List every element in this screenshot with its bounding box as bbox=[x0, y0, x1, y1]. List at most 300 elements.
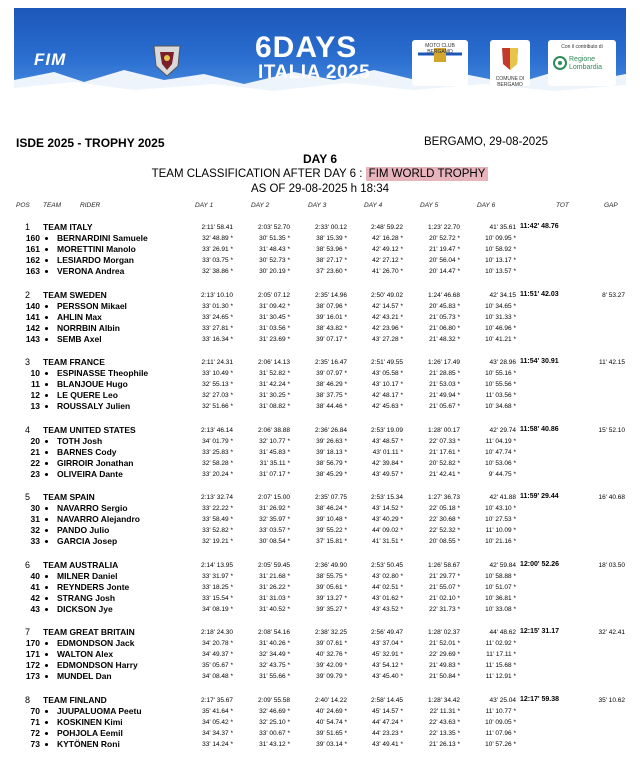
bullet-icon bbox=[45, 721, 48, 724]
team-position: 2 bbox=[25, 289, 31, 300]
rider-day-time: 22' 30.68 * bbox=[429, 516, 460, 523]
bullet-icon bbox=[45, 462, 48, 465]
team-day-time: 44' 48.62 bbox=[489, 629, 516, 636]
rider-day-time: 39' 07.61 * bbox=[316, 640, 347, 647]
rider-day-time: 38' 46.24 * bbox=[316, 505, 347, 512]
rider-day-time: 21' 05.73 * bbox=[429, 313, 460, 321]
rider-day-time: 33' 03.57 * bbox=[259, 527, 290, 534]
team-name: TEAM UNITED STATES bbox=[43, 424, 136, 435]
rider-row bbox=[0, 503, 640, 514]
rider-number: 142 bbox=[25, 322, 40, 333]
rider-number: 32 bbox=[30, 525, 40, 535]
rider-day-time: 31' 55.66 * bbox=[259, 673, 290, 680]
rider-day-time: 32' 27.03 * bbox=[202, 392, 233, 399]
bullet-icon bbox=[45, 451, 48, 454]
rider-day-time: 10' 27.53 * bbox=[485, 516, 516, 523]
team-position: 6 bbox=[25, 559, 31, 570]
rider-day-time: 43' 45.40 * bbox=[372, 673, 403, 680]
col-day4: DAY 4 bbox=[364, 202, 383, 209]
team-total-time: 11:54' 30.91 bbox=[520, 358, 559, 365]
col-rider: RIDER bbox=[80, 202, 101, 209]
rider-name: BARNES Cody bbox=[57, 446, 117, 457]
rider-number: 31 bbox=[30, 514, 40, 524]
team-total-time: 11:51' 42.03 bbox=[520, 290, 559, 298]
rider-number: 71 bbox=[30, 716, 40, 727]
bullet-icon bbox=[45, 529, 48, 532]
team-total-time: 11:58' 40.86 bbox=[520, 425, 559, 433]
rider-day-time: 33' 00.67 * bbox=[259, 729, 290, 737]
rider-day-time: 31' 26.22 * bbox=[259, 583, 290, 591]
rider-name: JUUPALUOMA Peetu bbox=[57, 705, 142, 716]
rider-day-time: 34' 05.42 * bbox=[202, 718, 233, 726]
bullet-icon bbox=[45, 675, 48, 678]
team-name: TEAM GREAT BRITAIN bbox=[43, 627, 135, 637]
rider-day-time: 32' 48.89 * bbox=[202, 235, 233, 242]
rider-day-time: 40' 54.74 * bbox=[316, 718, 347, 726]
bullet-icon bbox=[45, 372, 48, 375]
rider-day-time: 31' 31.03 * bbox=[259, 594, 290, 602]
rider-day-time: 41' 26.70 * bbox=[372, 268, 403, 275]
bergamo-coat-of-arms-icon bbox=[490, 40, 530, 76]
team-day-time: 2:36' 26.84 bbox=[315, 426, 347, 434]
rider-day-time: 43' 01.62 * bbox=[372, 594, 403, 602]
rider-number: 42 bbox=[30, 592, 40, 603]
rider-row bbox=[0, 390, 640, 401]
rider-name: MORETTINI Manolo bbox=[57, 244, 136, 254]
rider-day-time: 32' 10.77 * bbox=[259, 437, 290, 445]
rider-day-time: 10' 13.57 * bbox=[485, 268, 516, 275]
rider-day-time: 33' 27.81 * bbox=[202, 324, 233, 332]
rider-day-time: 44' 23.23 * bbox=[372, 729, 403, 737]
rider-day-time: 44' 02.51 * bbox=[372, 583, 403, 591]
sponsor3-label: Regione Lombardia bbox=[569, 56, 603, 71]
rider-day-time: 32' 46.69 * bbox=[259, 707, 290, 715]
rider-day-time: 31' 26.92 * bbox=[259, 505, 290, 512]
team-day-time: 2:48' 59.22 bbox=[371, 224, 403, 231]
rider-day-time: 22' 11.31 * bbox=[429, 707, 460, 715]
rider-row bbox=[0, 458, 640, 469]
rider-day-time: 10' 57.26 * bbox=[485, 740, 516, 748]
lombardia-rose-icon bbox=[553, 56, 567, 70]
sponsor1-label: MOTO CLUB BERGAMO bbox=[425, 43, 455, 55]
bullet-icon bbox=[45, 237, 48, 240]
bullet-icon bbox=[45, 653, 48, 656]
rider-name: SEMB Axel bbox=[57, 333, 102, 344]
team-day-time: 2:51' 49.55 bbox=[371, 359, 403, 366]
team-day-time: 2:13' 32.74 bbox=[201, 494, 233, 501]
team-day-time: 2:05' 59.45 bbox=[258, 561, 290, 569]
col-day1: DAY 1 bbox=[195, 202, 214, 209]
team-day-time: 1:23' 22.70 bbox=[428, 224, 460, 231]
rider-day-time: 22' 29.69 * bbox=[429, 651, 460, 658]
rider-day-time: 39' 42.09 * bbox=[316, 662, 347, 669]
rider-day-time: 43' 01.11 * bbox=[372, 448, 403, 456]
rider-day-time: 10' 33.08 * bbox=[485, 605, 516, 613]
team-day-time: 2:35' 14.96 bbox=[315, 291, 347, 299]
rider-day-time: 31' 52.82 * bbox=[259, 370, 290, 377]
rider-day-time: 40' 24.69 * bbox=[316, 707, 347, 715]
rider-day-time: 22' 52.32 * bbox=[429, 527, 460, 534]
rider-day-time: 11' 15.68 * bbox=[485, 662, 516, 669]
team-day-time: 2:05' 07.12 bbox=[258, 291, 290, 299]
rider-day-time: 22' 05.18 * bbox=[429, 505, 460, 512]
rider-day-time: 31' 07.17 * bbox=[259, 470, 290, 478]
rider-day-time: 20' 08.55 * bbox=[429, 538, 460, 545]
team-gap: 16' 40.68 bbox=[598, 494, 625, 501]
rider-name: BLANJOUE Hugo bbox=[57, 379, 128, 389]
rider-number: 23 bbox=[30, 468, 40, 479]
rider-number: 163 bbox=[25, 266, 40, 276]
rider-number: 41 bbox=[30, 581, 40, 592]
rider-number: 13 bbox=[30, 401, 40, 411]
rider-name: KYTÖNEN Roni bbox=[57, 738, 120, 749]
team-day-time: 2:13' 10.10 bbox=[201, 291, 233, 299]
rider-name: VERONA Andrea bbox=[57, 266, 125, 276]
as-of-timestamp: AS OF 29-08-2025 h 18:34 bbox=[250, 183, 390, 195]
team-day-time: 1:27' 36.73 bbox=[428, 494, 460, 501]
rider-row bbox=[0, 536, 640, 547]
rider-day-time: 33' 31.97 * bbox=[202, 572, 233, 580]
bullet-icon bbox=[45, 405, 48, 408]
rider-day-time: 42' 14.57 * bbox=[372, 302, 403, 310]
sponsor-regione-lombardia bbox=[548, 40, 616, 86]
team-total-time: 12:17' 59.38 bbox=[520, 695, 560, 703]
rider-day-time: 39' 07.97 * bbox=[316, 370, 347, 377]
rider-row bbox=[0, 638, 640, 649]
rider-name: BERNARDINI Samuele bbox=[57, 233, 148, 243]
rider-name: LESIARDO Morgan bbox=[57, 255, 134, 265]
team-day-time: 1:24' 46.68 bbox=[428, 291, 460, 299]
team-day-time: 2:08' 54.16 bbox=[258, 629, 290, 636]
team-position: 3 bbox=[25, 357, 31, 367]
team-day-time: 2:50' 49.02 bbox=[371, 291, 403, 299]
rider-day-time: 31' 48.43 * bbox=[259, 246, 290, 253]
rider-day-time: 41' 31.51 * bbox=[372, 538, 403, 545]
team-position: 7 bbox=[25, 627, 31, 637]
rider-name: POHJOLA Eemil bbox=[57, 727, 123, 738]
rider-number: 161 bbox=[25, 244, 40, 254]
rider-day-time: 43' 37.04 * bbox=[372, 640, 403, 647]
rider-day-time: 42' 45.63 * bbox=[372, 403, 403, 410]
rider-name: PERSSON Mikael bbox=[57, 300, 127, 311]
rider-day-time: 10' 55.16 * bbox=[485, 370, 516, 377]
team-gap: 15' 52.10 bbox=[598, 426, 625, 434]
rider-day-time: 32' 58.28 * bbox=[202, 459, 233, 467]
rider-row bbox=[0, 514, 640, 525]
bullet-icon bbox=[45, 507, 48, 510]
bullet-icon bbox=[45, 743, 48, 746]
event-logo-title: 6DAYS bbox=[255, 31, 358, 64]
rider-day-time: 38' 44.46 * bbox=[316, 403, 347, 410]
rider-day-time: 34' 34.37 * bbox=[202, 729, 233, 737]
rider-row bbox=[0, 469, 640, 480]
rider-day-time: 31' 40.52 * bbox=[259, 605, 290, 613]
rider-name: LE QUERE Leo bbox=[57, 390, 118, 400]
rider-day-time: 10' 09.05 * bbox=[485, 718, 516, 726]
team-day-time: 2:07' 15.00 bbox=[258, 494, 290, 501]
rider-number: 30 bbox=[30, 503, 40, 513]
rider-day-time: 31' 45.83 * bbox=[259, 448, 290, 456]
team-day-time: 2:33' 00.12 bbox=[315, 224, 347, 231]
rider-day-time: 43' 40.29 * bbox=[372, 516, 403, 523]
team-position: 5 bbox=[25, 492, 31, 502]
rider-day-time: 30' 52.73 * bbox=[259, 257, 290, 264]
rider-day-time: 39' 09.79 * bbox=[316, 673, 347, 680]
col-day6: DAY 6 bbox=[477, 202, 496, 209]
rider-day-time: 42' 49.12 * bbox=[372, 246, 403, 253]
rider-day-time: 43' 02.80 * bbox=[372, 572, 403, 580]
team-day-time: 2:11' 24.31 bbox=[201, 359, 233, 366]
rider-day-time: 21' 42.41 * bbox=[429, 470, 460, 478]
team-block bbox=[0, 222, 640, 286]
rider-day-time: 31' 21.68 * bbox=[259, 572, 290, 580]
col-day5: DAY 5 bbox=[420, 202, 439, 209]
rider-day-time: 11' 02.92 * bbox=[485, 640, 516, 647]
rider-day-time: 20' 45.83 * bbox=[429, 302, 460, 310]
rider-day-time: 10' 34.65 * bbox=[485, 302, 516, 310]
rider-row bbox=[0, 266, 640, 277]
rider-name: MILNER Daniel bbox=[57, 570, 118, 581]
team-day-time: 43' 25.04 bbox=[489, 696, 516, 704]
team-position: 8 bbox=[25, 694, 31, 705]
team-gap: 11' 42.15 bbox=[598, 359, 625, 366]
team-day-time: 2:13' 46.14 bbox=[201, 426, 233, 434]
rider-day-time: 21' 05.67 * bbox=[429, 403, 460, 410]
team-day-time: 2:17' 35.67 bbox=[201, 696, 233, 704]
rider-row bbox=[0, 368, 640, 379]
team-day-time: 2:09' 55.58 bbox=[258, 696, 290, 704]
team-day-time: 2:03' 52.70 bbox=[258, 224, 290, 231]
bullet-icon bbox=[45, 270, 48, 273]
rider-day-time: 38' 53.96 * bbox=[316, 246, 347, 253]
rider-name: REYNDERS Jonte bbox=[57, 581, 130, 592]
rider-row bbox=[0, 301, 640, 312]
rider-day-time: 39' 51.65 * bbox=[316, 729, 347, 737]
rider-day-time: 31' 23.69 * bbox=[259, 335, 290, 343]
team-day-time: 42' 29.74 bbox=[489, 426, 516, 434]
bullet-icon bbox=[45, 597, 48, 600]
event-title: ISDE 2025 - TROPHY 2025 bbox=[16, 136, 165, 150]
rider-day-time: 43' 05.58 * bbox=[372, 370, 403, 377]
sponsor-moto-club-bergamo bbox=[412, 40, 468, 86]
rider-number: 140 bbox=[25, 300, 40, 311]
rider-number: 33 bbox=[30, 536, 40, 546]
team-day-time: 43' 28.96 bbox=[489, 359, 516, 366]
rider-row bbox=[0, 717, 640, 728]
rider-day-time: 44' 47.24 * bbox=[372, 718, 403, 726]
event-banner bbox=[0, 0, 640, 108]
rider-day-time: 10' 58.92 * bbox=[485, 246, 516, 253]
team-position: 4 bbox=[25, 424, 31, 435]
rider-day-time: 42' 23.96 * bbox=[372, 324, 403, 332]
rider-day-time: 42' 16.28 * bbox=[372, 235, 403, 242]
rider-number: 141 bbox=[25, 311, 40, 322]
team-day-time: 2:40' 14.22 bbox=[315, 696, 347, 704]
rider-day-time: 22' 43.63 * bbox=[429, 718, 460, 726]
team-name: TEAM SWEDEN bbox=[43, 289, 107, 300]
team-block bbox=[0, 492, 640, 556]
bullet-icon bbox=[45, 664, 48, 667]
rider-name: GIRROIR Jonathan bbox=[57, 457, 134, 468]
rider-day-time: 11' 03.56 * bbox=[485, 392, 516, 399]
rider-row bbox=[0, 571, 640, 582]
team-block bbox=[0, 357, 640, 421]
rider-row bbox=[0, 728, 640, 739]
rider-day-time: 39' 05.61 * bbox=[316, 583, 347, 591]
bullet-icon bbox=[45, 608, 48, 611]
rider-name: PANDO Julio bbox=[57, 525, 110, 535]
rider-day-time: 21' 26.13 * bbox=[429, 740, 460, 748]
team-day-time: 1:28' 34.42 bbox=[428, 696, 460, 704]
team-day-time: 2:53' 50.45 bbox=[371, 561, 403, 569]
rider-day-time: 33' 24.65 * bbox=[202, 313, 233, 321]
team-gap: 32' 42.41 bbox=[598, 629, 625, 636]
rider-number: 172 bbox=[25, 660, 40, 670]
rider-day-time: 9' 44.75 * bbox=[488, 470, 516, 478]
rider-day-time: 33' 18.25 * bbox=[202, 583, 233, 591]
rider-day-time: 33' 58.49 * bbox=[202, 516, 233, 523]
bullet-icon bbox=[45, 259, 48, 262]
rider-row bbox=[0, 706, 640, 717]
classification-prefix: TEAM CLASSIFICATION AFTER DAY 6 : bbox=[151, 168, 363, 180]
team-row bbox=[0, 560, 640, 571]
rider-day-time: 31' 42.24 * bbox=[259, 381, 290, 388]
rider-day-time: 33' 14.24 * bbox=[202, 740, 233, 748]
team-day-time: 42' 59.84 bbox=[489, 561, 516, 569]
fim-logo: FIM bbox=[34, 50, 67, 69]
rider-number: 143 bbox=[25, 333, 40, 344]
rider-row bbox=[0, 312, 640, 323]
bullet-icon bbox=[45, 642, 48, 645]
team-gap: 18' 03.50 bbox=[598, 561, 625, 569]
rider-day-time: 42' 48.17 * bbox=[372, 392, 403, 399]
rider-day-time: 31' 09.42 * bbox=[259, 302, 290, 310]
team-day-time: 2:38' 32.25 bbox=[315, 629, 347, 636]
rider-row bbox=[0, 525, 640, 536]
rider-day-time: 33' 03.75 * bbox=[202, 257, 233, 264]
rider-day-time: 43' 54.12 * bbox=[372, 662, 403, 669]
rider-day-time: 11' 17.11 * bbox=[486, 651, 516, 658]
bullet-icon bbox=[45, 575, 48, 578]
rider-day-time: 32' 35.97 * bbox=[259, 516, 290, 523]
team-day-time: 2:18' 24.30 bbox=[201, 629, 233, 636]
team-block bbox=[0, 627, 640, 691]
rider-day-time: 33' 25.83 * bbox=[202, 448, 233, 456]
rider-name: MUNDEL Dan bbox=[57, 671, 112, 681]
team-row bbox=[0, 627, 640, 638]
rider-day-time: 33' 01.30 * bbox=[202, 302, 233, 310]
rider-name: GARCIA Josep bbox=[57, 536, 118, 546]
location-date: BERGAMO, 29-08-2025 bbox=[423, 136, 548, 148]
bullet-icon bbox=[45, 518, 48, 521]
col-day2: DAY 2 bbox=[251, 202, 270, 209]
team-block bbox=[0, 560, 640, 624]
classification-highlight: FIM WORLD TROPHY bbox=[366, 167, 489, 181]
rider-row bbox=[0, 447, 640, 458]
rider-name: KOSKINEN Kimi bbox=[57, 716, 123, 727]
rider-day-time: 32' 55.13 * bbox=[202, 381, 233, 388]
rider-day-time: 20' 56.04 * bbox=[429, 257, 460, 264]
rider-day-time: 21' 49.83 * bbox=[429, 662, 460, 669]
rider-name: OLIVEIRA Dante bbox=[57, 468, 123, 479]
team-day-time: 2:53' 19.09 bbox=[371, 426, 403, 434]
team-block bbox=[0, 290, 640, 354]
team-name: TEAM FRANCE bbox=[43, 357, 105, 367]
rider-day-time: 38' 27.17 * bbox=[316, 257, 347, 264]
bullet-icon bbox=[45, 473, 48, 476]
rider-day-time: 20' 52.82 * bbox=[429, 459, 460, 467]
rider-day-time: 32' 43.75 * bbox=[259, 662, 290, 669]
rider-day-time: 10' 46.96 * bbox=[485, 324, 516, 332]
rider-day-time: 11' 10.77 * bbox=[485, 707, 516, 715]
rider-day-time: 38' 07.96 * bbox=[316, 302, 347, 310]
team-block bbox=[0, 695, 640, 759]
rider-number: 173 bbox=[25, 671, 40, 681]
team-name: TEAM FINLAND bbox=[43, 694, 107, 705]
rider-day-time: 33' 20.24 * bbox=[202, 470, 233, 478]
team-gap: 8' 53.27 bbox=[602, 291, 625, 299]
team-day-time: 41' 35.61 bbox=[489, 224, 516, 231]
rider-name: WALTON Alex bbox=[57, 649, 114, 659]
bullet-icon bbox=[45, 540, 48, 543]
rider-row bbox=[0, 379, 640, 390]
rider-row bbox=[0, 660, 640, 671]
rider-row bbox=[0, 604, 640, 615]
rider-day-time: 11' 12.91 * bbox=[485, 673, 516, 680]
rider-day-time: 21' 06.80 * bbox=[429, 324, 460, 332]
team-day-time: 2:11' 58.41 bbox=[201, 224, 233, 231]
rider-name: DICKSON Jye bbox=[57, 603, 113, 614]
rider-day-time: 31' 30.25 * bbox=[259, 392, 290, 399]
rider-number: 10 bbox=[30, 368, 40, 378]
bullet-icon bbox=[45, 338, 48, 341]
rider-day-time: 38' 15.39 * bbox=[316, 235, 347, 242]
sponsor3-caption: Con il contributo di bbox=[561, 44, 603, 50]
rider-number: 171 bbox=[25, 649, 40, 659]
rider-row bbox=[0, 436, 640, 447]
rider-day-time: 39' 07.17 * bbox=[316, 335, 347, 343]
rider-day-time: 10' 36.81 * bbox=[485, 594, 516, 602]
event-logo-subtitle: ITALIA 2025 bbox=[258, 62, 371, 83]
rider-number: 22 bbox=[30, 457, 40, 468]
sponsor-comune-bergamo bbox=[490, 40, 530, 86]
team-row bbox=[0, 492, 640, 503]
rider-day-time: 21' 52.01 * bbox=[429, 640, 460, 647]
rider-day-time: 22' 07.33 * bbox=[429, 437, 460, 445]
rider-day-time: 21' 48.32 * bbox=[429, 335, 460, 343]
rider-day-time: 33' 10.49 * bbox=[202, 370, 233, 377]
rider-day-time: 10' 21.16 * bbox=[485, 538, 516, 545]
classification-title bbox=[0, 168, 640, 180]
team-row bbox=[0, 695, 640, 706]
rider-day-time: 34' 08.19 * bbox=[202, 605, 233, 613]
rider-name: TOTH Josh bbox=[57, 435, 103, 446]
col-day3: DAY 3 bbox=[308, 202, 327, 209]
rider-day-time: 38' 43.82 * bbox=[316, 324, 347, 332]
rider-day-time: 37' 15.81 * bbox=[316, 538, 347, 545]
team-day-time: 2:06' 14.13 bbox=[258, 359, 290, 366]
rider-day-time: 33' 15.54 * bbox=[202, 594, 233, 602]
bullet-icon bbox=[45, 440, 48, 443]
rider-day-time: 10' 43.10 * bbox=[485, 505, 516, 512]
rider-day-time: 31' 08.82 * bbox=[259, 403, 290, 410]
team-total-time: 12:15' 31.17 bbox=[520, 628, 560, 635]
team-day-time: 2:58' 14.45 bbox=[371, 696, 403, 704]
col-pos: POS bbox=[16, 202, 30, 209]
rider-day-time: 43' 49.41 * bbox=[372, 740, 403, 748]
rider-name: STRANG Josh bbox=[57, 592, 116, 603]
rider-day-time: 32' 19.21 * bbox=[202, 538, 233, 545]
